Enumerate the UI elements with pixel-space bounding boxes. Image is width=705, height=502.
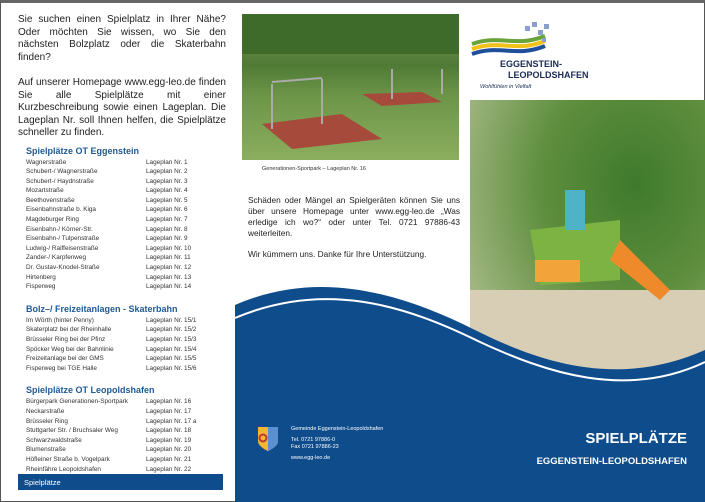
playground-name: Mozartstraße (26, 187, 64, 195)
list-item (26, 273, 226, 283)
list-item (26, 282, 226, 292)
playground-name: Zander-/ Karpfenweg (26, 254, 87, 262)
list-item (26, 316, 226, 326)
playground-name: Im Wörth (hinter Penny) (26, 316, 94, 324)
cover-subtitle: EGGENSTEIN-LEOPOLDSHAFEN (536, 456, 687, 467)
logo-line-2: LEOPOLDSHAFEN (508, 70, 589, 80)
contact-web[interactable]: www.egg-leo.de (291, 455, 331, 461)
cover-title-block (537, 430, 687, 468)
playground-name: Eisenbahnstraße b. Kiga (26, 206, 96, 214)
logo-line-1: EGGENSTEIN- (500, 59, 563, 69)
list-item (26, 158, 226, 168)
playground-name: Beethovenstraße (26, 196, 75, 204)
map-number: Lageplan Nr. 14 (146, 283, 192, 291)
section-leopoldshafen (26, 385, 226, 474)
playground-name: Eisenbahn-/ Tulpenstraße (26, 235, 100, 243)
playground-name: Wagnerstraße (26, 158, 67, 166)
list-item (26, 407, 226, 417)
map-number: Lageplan Nr. 8 (146, 225, 188, 233)
section-eggenstein (26, 146, 226, 292)
section-title: Bolz–/ Freizeitanlagen - Skaterbahn (26, 303, 178, 314)
list-item (26, 364, 226, 374)
map-number: Lageplan Nr. 6 (146, 206, 188, 214)
playground-name: Spöcker Weg bei der Bahnlinie (26, 345, 114, 353)
playground-name: Ludwig-/ Raiffeisenstraße (26, 244, 99, 252)
list-item (26, 445, 226, 455)
map-number: Lageplan Nr. 16 (146, 398, 192, 406)
map-number: Lageplan Nr. 15/2 (146, 326, 197, 334)
photo-caption: Generationen-Sportpark – Lageplan Nr. 16 (262, 166, 366, 172)
map-number: Lageplan Nr. 19 (146, 436, 192, 444)
list-item (26, 354, 226, 364)
cover-title: SPIELPLÄTZE (585, 430, 687, 447)
list-item (26, 417, 226, 427)
map-number: Lageplan Nr. 18 (146, 427, 192, 435)
logo-text (480, 59, 589, 91)
playground-name: Stuttgarter Str. / Bruchsaler Weg (26, 427, 118, 435)
list-item (26, 263, 226, 273)
contact-fax: Fax 0721 97886-23 (291, 444, 339, 450)
map-number: Lageplan Nr. 2 (146, 168, 188, 176)
playground-name: Brüsseler Ring (26, 417, 68, 425)
list-item (26, 205, 226, 215)
map-number: Lageplan Nr. 13 (146, 273, 192, 281)
list-item (26, 345, 226, 355)
fitness-equipment-illustration (242, 14, 459, 160)
logo-slogan: Wohlfühlen in Vielfalt (480, 84, 532, 90)
playground-name: Skaterplatz bei der Rheinhalle (26, 326, 112, 334)
contact-tel: Tel. 0721 97886-0 (291, 437, 336, 443)
map-number: Lageplan Nr. 7 (146, 216, 188, 224)
map-number: Lageplan Nr. 9 (146, 235, 188, 243)
list-item (26, 335, 226, 345)
map-number: Lageplan Nr. 1 (146, 158, 188, 166)
list-item (26, 215, 226, 225)
playground-name: Höfleiner Straße b. Vogelpark (26, 455, 110, 463)
list-item (26, 244, 226, 254)
list-item (26, 397, 226, 407)
playground-name: Brüsseler Ring bei der Pfinz (26, 336, 106, 343)
map-number: Lageplan Nr. 20 (146, 446, 192, 454)
playground-name: Schubert-/ Haydnstraße (26, 177, 94, 185)
map-number: Lageplan Nr. 22 (146, 465, 192, 473)
intro-paragraph-1: Sie suchen einen Spielplatz in Ihrer Nähe? Oder möchten Sie wissen, wo Sie den nächsten Bolzplatz oder die Skaterbahn finden? (18, 14, 226, 63)
playground-name: Dr. Gustav-Knodel-Straße (26, 264, 100, 272)
coat-of-arms-icon (257, 426, 279, 452)
thanks-text: Wir kümmern uns. Danke für Ihre Unterstützung. (248, 249, 427, 259)
map-number: Lageplan Nr. 3 (146, 177, 188, 185)
playground-name: Schubert-/ Wagnerstraße (26, 168, 98, 176)
list-item (26, 436, 226, 446)
list-item (26, 225, 226, 235)
playground-name: Rheinfähre Leopoldshafen (26, 465, 101, 473)
map-number: Lageplan Nr. 15/1 (146, 316, 197, 324)
playground-name: Fisperweg bei TGE Halle (26, 364, 97, 372)
playground-photo (242, 14, 459, 160)
list-item (26, 325, 226, 335)
playground-name: Fisperweg (26, 283, 56, 291)
map-number: Lageplan Nr. 21 (146, 455, 192, 463)
playground-name: Schwarzwaldstraße (26, 436, 82, 444)
list-item (26, 167, 226, 177)
playground-name: Neckarstraße (26, 407, 65, 415)
list-item (26, 426, 226, 436)
list-item (26, 177, 226, 187)
section-bolz (26, 304, 226, 374)
list-item (26, 196, 226, 206)
map-number: Lageplan Nr. 5 (146, 196, 188, 204)
map-number: Lageplan Nr. 4 (146, 187, 188, 195)
list-item (26, 455, 226, 465)
map-number: Lageplan Nr. 10 (146, 244, 192, 252)
damage-report-text: Schäden oder Mängel an Spielgeräten können Sie uns über unsere Homepage unter www.egg-leo.de „Was erledige ich wo?“ oder unter Tel. 0721 97886-43 weiterleiten. (248, 195, 460, 238)
playground-name: Bürgerpark Generationen-Sportpark (26, 398, 128, 406)
map-number: Lageplan Nr. 12 (146, 264, 192, 272)
left-panel (0, 0, 235, 473)
map-number: Lageplan Nr. 17 a (146, 417, 197, 425)
list-item (26, 253, 226, 263)
map-number: Lageplan Nr. 15/5 (146, 355, 197, 363)
footer-bar: Spielplätze (18, 474, 223, 490)
playground-name: Freizeitanlage bei der GMS (26, 355, 104, 363)
contact-block (291, 426, 383, 462)
map-number: Lageplan Nr. 11 (146, 254, 191, 262)
playground-name: Hirtenberg (26, 273, 56, 281)
list-item (26, 234, 226, 244)
middle-text (248, 166, 460, 260)
playground-name: Magdeburger Ring (26, 216, 79, 224)
contact-name: Gemeinde Eggenstein-Leopoldshafen (291, 426, 384, 432)
list-item (26, 186, 226, 196)
list-item (26, 465, 226, 475)
playground-name: Eisenbahn-/ Körner-Str. (26, 225, 93, 233)
playground-name: Blumenstraße (26, 446, 66, 454)
map-number: Lageplan Nr. 15/4 (146, 345, 197, 353)
map-number: Lageplan Nr. 15/3 (146, 336, 197, 343)
map-number: Lageplan Nr. 15/6 (146, 364, 197, 372)
section-title: Spielplätze OT Leopoldshafen (26, 385, 155, 396)
intro-paragraph-2: Auf unserer Homepage www.egg-leo.de finden Sie alle Spielplätze mit einer Kurzbeschreibung sowie einen Lageplan. Die Lageplan Nr. soll Ihnen helfen, die Spielplätze schneller zu finden. (18, 77, 226, 138)
map-number: Lageplan Nr. 17 (146, 407, 192, 415)
municipality-logo (470, 18, 580, 58)
section-title: Spielplätze OT Eggenstein (26, 145, 140, 156)
